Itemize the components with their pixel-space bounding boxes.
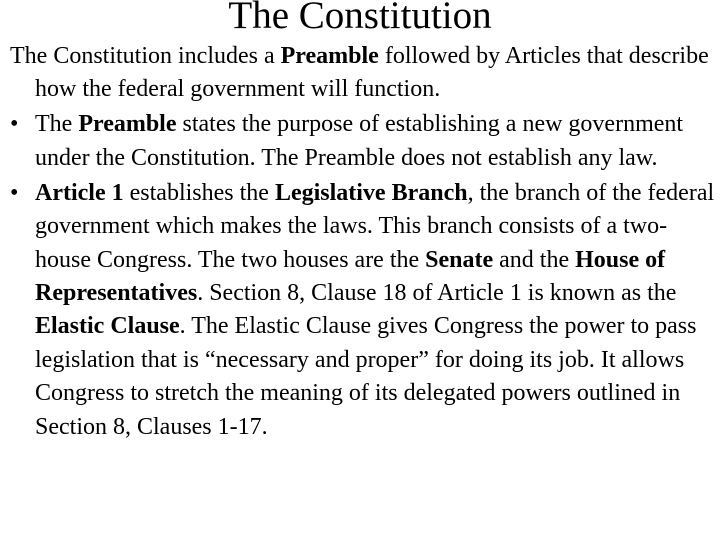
bullet-run: . Section 8, Clause 18 of Article 1 is known as the (197, 280, 677, 307)
bullet-run: . The Elastic Clause gives Congress the power to pass legislation that is “necessary and proper” for doing its job. It allows Congress to stretch the meaning of its delegated powers outlined in Section 8, Clauses 1-17. (35, 313, 697, 440)
bullet-item-article-1 (10, 177, 715, 444)
intro-paragraph (10, 40, 715, 107)
bullet-run: establishes the (123, 179, 275, 206)
bullet-run: states the purpose of establishing a new government under the Constitution. The Preamble does not establish any law. (35, 111, 684, 171)
intro-run-bold: Preamble (280, 43, 379, 69)
bullet-icon: • (10, 179, 19, 206)
intro-run: The Constitution includes a (10, 43, 281, 69)
slide-body (10, 40, 715, 446)
bullet-icon: • (10, 111, 19, 138)
intro-run: followed by Articles that describe how the federal government will function. (35, 43, 709, 103)
bullet-run-bold: Elastic Clause (35, 313, 180, 340)
bullet-run: , the branch of the federal government which makes the laws. This branch consists of a two-house Congress. The two houses are the (35, 179, 715, 273)
bullet-run-bold: Legislative Branch (274, 179, 468, 206)
bullet-run-bold: House of Representatives (35, 246, 666, 307)
slide-title: The Constitution (228, 0, 492, 37)
bullet-run-bold: Preamble (78, 111, 177, 138)
bullet-run: The (35, 111, 79, 138)
bullet-item-preamble (10, 108, 715, 175)
bullet-run: and the (493, 246, 576, 273)
bullet-run-bold: Senate (425, 246, 494, 273)
bullet-run-bold: Article 1 (35, 179, 124, 206)
